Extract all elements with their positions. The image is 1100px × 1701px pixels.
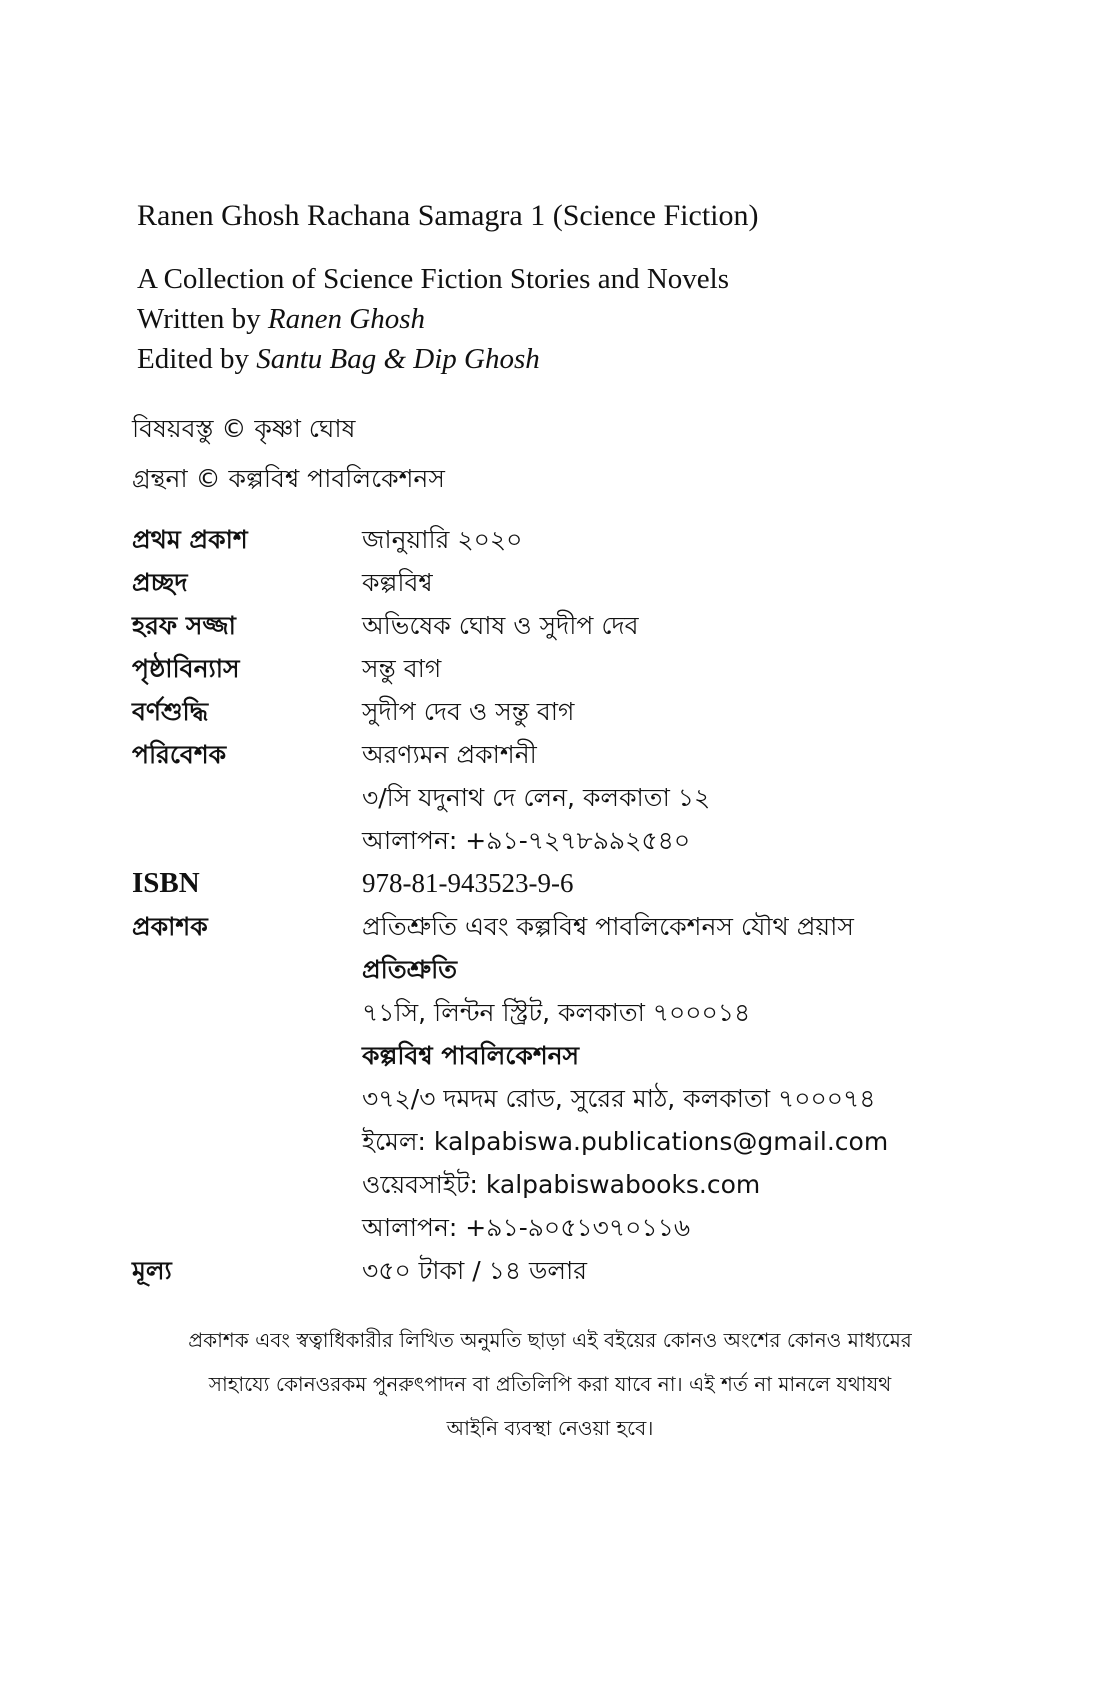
notice-line: আইনি ব্যবস্থা নেওয়া হবে। xyxy=(446,1416,654,1440)
detail-value: জানুয়ারি ২০২০ xyxy=(362,525,523,554)
detail-label: পৃষ্ঠাবিন্যাস xyxy=(132,654,240,683)
edited-prefix: Edited by xyxy=(137,343,257,375)
isbn-value: 978-81-943523-9-6 xyxy=(362,868,574,898)
publisher-phone: আলাপন: +৯১-৯০৫১৩৭০১১৬ xyxy=(362,1213,691,1242)
publication-details xyxy=(132,518,1032,1292)
detail-row-typesetting xyxy=(132,604,1032,647)
notice-line: সাহায্যে কোনওরকম পুনরুৎপাদন বা প্রতিলিপি করা যাবে না। এই শর্ত না মানলে যথাযথ xyxy=(208,1372,892,1396)
edited-by-line xyxy=(137,339,540,379)
detail-row-layout xyxy=(132,647,1032,690)
detail-row-isbn xyxy=(132,862,1032,905)
notice-line: প্রকাশক এবং স্বত্বাধিকারীর লিখিত অনুমতি ছাড়া এই বইয়ের কোনও অংশের কোনও মাধ্যমের xyxy=(188,1328,912,1352)
detail-value: সুদীপ দেব ও সন্তু বাগ xyxy=(362,697,575,726)
written-prefix: Written by xyxy=(137,303,268,335)
detail-row-price xyxy=(132,1249,1032,1292)
distributor-address: ৩/সি যদুনাথ দে লেন, কলকাতা ১২ xyxy=(362,783,711,812)
publisher-website: ওয়েবসাইট: kalpabiswabooks.com xyxy=(362,1170,761,1199)
detail-label: হরফ সজ্জা xyxy=(132,611,236,640)
publisher-1-address: ৭১সি, লিন্টন স্ট্রিট, কলকাতা ৭০০০১৪ xyxy=(362,998,751,1027)
detail-label: বর্ণশুদ্ধি xyxy=(132,697,209,726)
detail-row-publisher xyxy=(132,905,1032,1249)
distributor-name: অরণ্যমন প্রকাশনী xyxy=(362,740,537,769)
author-name: Ranen Ghosh xyxy=(267,303,425,335)
content-copyright: বিষয়বস্তু © কৃষ্ণা ঘোষ xyxy=(132,414,356,443)
detail-label: ISBN xyxy=(132,867,200,899)
written-by-line xyxy=(137,299,425,339)
price-value: ৩৫০ টাকা / ১৪ ডলার xyxy=(362,1256,588,1285)
detail-row-cover xyxy=(132,561,1032,604)
book-title: Ranen Ghosh Rachana Samagra 1 (Science Fiction) xyxy=(137,199,759,232)
distributor-phone: আলাপন: +৯১-৭২৭৮৯৯২৫৪০ xyxy=(362,826,691,855)
publisher-2-address: ৩৭২/৩ দমদম রোড, সুরের মাঠ, কলকাতা ৭০০০৭৪ xyxy=(362,1084,876,1113)
detail-label: প্রথম প্রকাশ xyxy=(132,525,248,554)
detail-label: প্রচ্ছদ xyxy=(132,568,188,597)
detail-value: অভিষেক ঘোষ ও সুদীপ দেব xyxy=(362,611,639,640)
detail-value: কল্পবিশ্ব xyxy=(362,568,433,597)
publisher-1-name: প্রতিশ্রুতি xyxy=(362,955,458,984)
publisher-2-name: কল্পবিশ্ব পাবলিকেশনস xyxy=(362,1041,580,1070)
detail-value: সন্তু বাগ xyxy=(362,654,442,683)
publisher-email: ইমেল: kalpabiswa.publications@gmail.com xyxy=(362,1127,889,1156)
detail-row-proofreading xyxy=(132,690,1032,733)
detail-label: প্রকাশক xyxy=(132,912,208,941)
detail-row-distributor xyxy=(132,733,1032,862)
editor-names: Santu Bag & Dip Ghosh xyxy=(256,343,540,375)
publisher-joint: প্রতিশ্রুতি এবং কল্পবিশ্ব পাবলিকেশনস যৌথ প্রয়াস xyxy=(362,912,854,941)
detail-row-first-edition xyxy=(132,518,1032,561)
collection-subtitle: A Collection of Science Fiction Stories and Novels xyxy=(137,263,729,295)
rights-notice xyxy=(80,1318,1020,1450)
detail-label: মূল্য xyxy=(132,1256,172,1285)
detail-label: পরিবেশক xyxy=(132,740,227,769)
compilation-copyright: গ্রন্থনা © কল্পবিশ্ব পাবলিকেশনস xyxy=(132,464,445,493)
